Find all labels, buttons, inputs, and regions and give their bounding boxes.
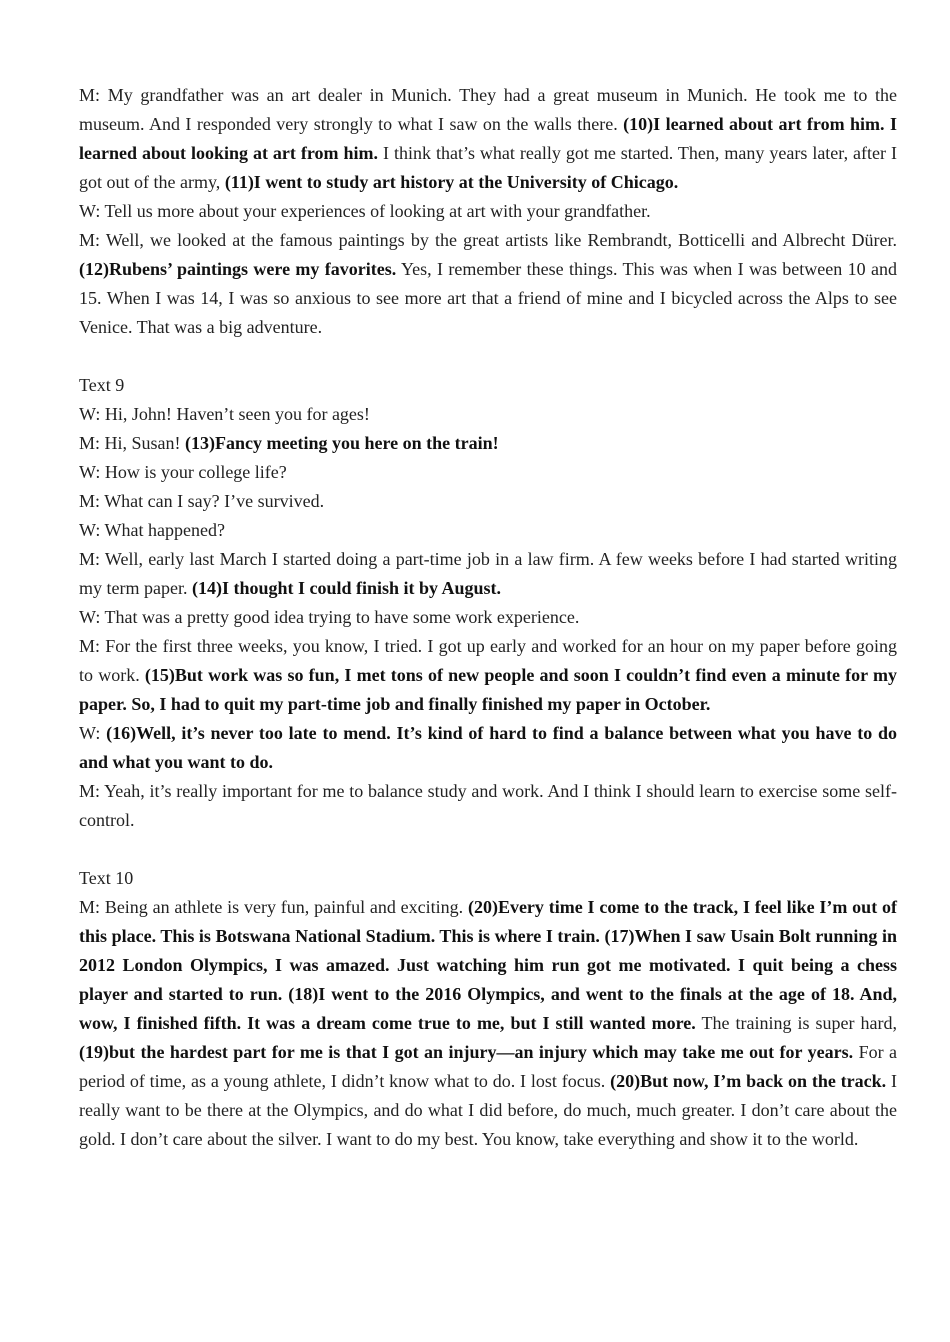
dialogue-line [79, 400, 897, 429]
speaker-label: W: [79, 520, 105, 540]
speaker-label: W: [79, 201, 105, 221]
transcript-text: Being an athlete is very fun, painful and exciting. [104, 897, 468, 917]
dialogue-line [79, 632, 897, 719]
transcript-text: Hi, John! Haven’t seen you for ages! [104, 404, 370, 424]
text8-continuation [79, 81, 897, 342]
answer-highlight: (12)Rubens’ paintings were my favorites. [79, 259, 397, 279]
speaker-label: M: [79, 549, 105, 569]
transcript-text: Yes, I remember these things. This was when I was between 10 and 15. When I was 14, I was so anxious to see more art that a friend of mine and I bicycled across the Alps to see Venice. That was a big adventure. [79, 259, 897, 337]
answer-highlight: (20)But now, I’m back on the track. [610, 1071, 887, 1091]
transcript-text: For a period of time, as a young athlete, I didn’t know what to do. I lost focus. [79, 1042, 897, 1091]
answer-highlight: (15)But work was so fun, I met tons of new people and soon I couldn’t find even a minute for my paper. So, I had to quit my part-time job and finally finished my paper in October. [79, 665, 897, 714]
speaker-label: W: [79, 723, 107, 743]
answer-highlight: (20)Every time I come to the track, I feel like I’m out of this place. This is Botswana National Stadium. This is where I train. (17)When I saw Usain Bolt running in 2012 London Olympics, I was amazed. Just watching him run got me motivated. I quit being a chess player and started to run. (18)I went to the 2016 Olympics, and went to the finals at the age of 18. And, wow, I finished fifth. It was a dream come true to me, but I still wanted more. [79, 897, 897, 1033]
speaker-label: W: [79, 607, 105, 627]
dialogue-line [79, 226, 897, 342]
transcript-text: What can I say? I’ve survived. [104, 491, 325, 511]
transcript-text: I think that’s what really got me started. Then, many years later, after I got out of the army, [79, 143, 897, 192]
dialogue-line [79, 81, 897, 197]
transcript-text: Yeah, it’s really important for me to balance study and work. And I think I should learn to exercise some self-control. [79, 781, 898, 830]
speaker-label: M: [79, 85, 108, 105]
speaker-label: M: [79, 636, 106, 656]
speaker-label: W: [79, 404, 105, 424]
text9-title: Text 9 [79, 375, 125, 395]
speaker-label: M: [79, 781, 105, 801]
section-gap [79, 342, 897, 371]
dialogue-line [79, 719, 897, 777]
dialogue-line [79, 487, 897, 516]
dialogue-line [79, 545, 897, 603]
text9-dialogue [79, 400, 897, 835]
transcript-text: That was a pretty good idea trying to have some work experience. [104, 607, 580, 627]
answer-highlight: (16)Well, it’s never too late to mend. It’s kind of hard to find a balance between what you have to do and what you want to do. [79, 723, 898, 772]
dialogue-line [79, 603, 897, 632]
transcript-text: How is your college life? [104, 462, 287, 482]
transcript-text: What happened? [104, 520, 225, 540]
transcript-text: For the first three weeks, you know, I tried. I got up early and worked for an hour on my paper before going to work. [79, 636, 897, 685]
transcript-text: The training is super hard, [695, 1013, 898, 1033]
dialogue-line [79, 458, 897, 487]
speaker-label: M: [79, 491, 105, 511]
answer-highlight: (14)I thought I could finish it by August. [191, 578, 502, 598]
transcript-text: Tell us more about your experiences of looking at art with your grandfather. [104, 201, 651, 221]
transcript-text: Well, early last March I started doing a part-time job in a law firm. A few weeks before I had started writing my term paper. [79, 549, 898, 598]
dialogue-line [79, 429, 897, 458]
dialogue-line [79, 516, 897, 545]
document-page [79, 81, 897, 1154]
transcript-text: I really want to be there at the Olympics, and do what I did before, do much, much greater. I don’t care about the gold. I don’t care about the silver. I want to do my best. You know, take everything and show it to the world. [79, 1071, 897, 1149]
speaker-label: M: [79, 433, 105, 453]
dialogue-line [79, 777, 897, 835]
section-gap [79, 835, 897, 864]
dialogue-line [79, 893, 897, 1154]
speaker-label: M: [79, 897, 105, 917]
text10-monologue [79, 893, 897, 1154]
transcript-text: Well, we looked at the famous paintings by the great artists like Rembrandt, Botticelli and Albrecht Dürer. [105, 230, 897, 250]
dialogue-line [79, 197, 897, 226]
text10-title: Text 10 [79, 868, 134, 888]
speaker-label: M: [79, 230, 106, 250]
transcript-text: My grandfather was an art dealer in Munich. They had a great museum in Munich. He took me to the museum. And I responded very strongly to what I saw on the walls there. [79, 85, 897, 134]
answer-highlight: (19)but the hardest part for me is that I got an injury—an injury which may take me out for years. [79, 1042, 854, 1062]
transcript-text: Hi, Susan! [104, 433, 186, 453]
speaker-label: W: [79, 462, 105, 482]
answer-highlight: (11)I went to study art history at the University of Chicago. [224, 172, 679, 192]
answer-highlight: (10)I learned about art from him. I learned about looking at art from him. [79, 114, 897, 163]
answer-highlight: (13)Fancy meeting you here on the train! [185, 433, 499, 453]
